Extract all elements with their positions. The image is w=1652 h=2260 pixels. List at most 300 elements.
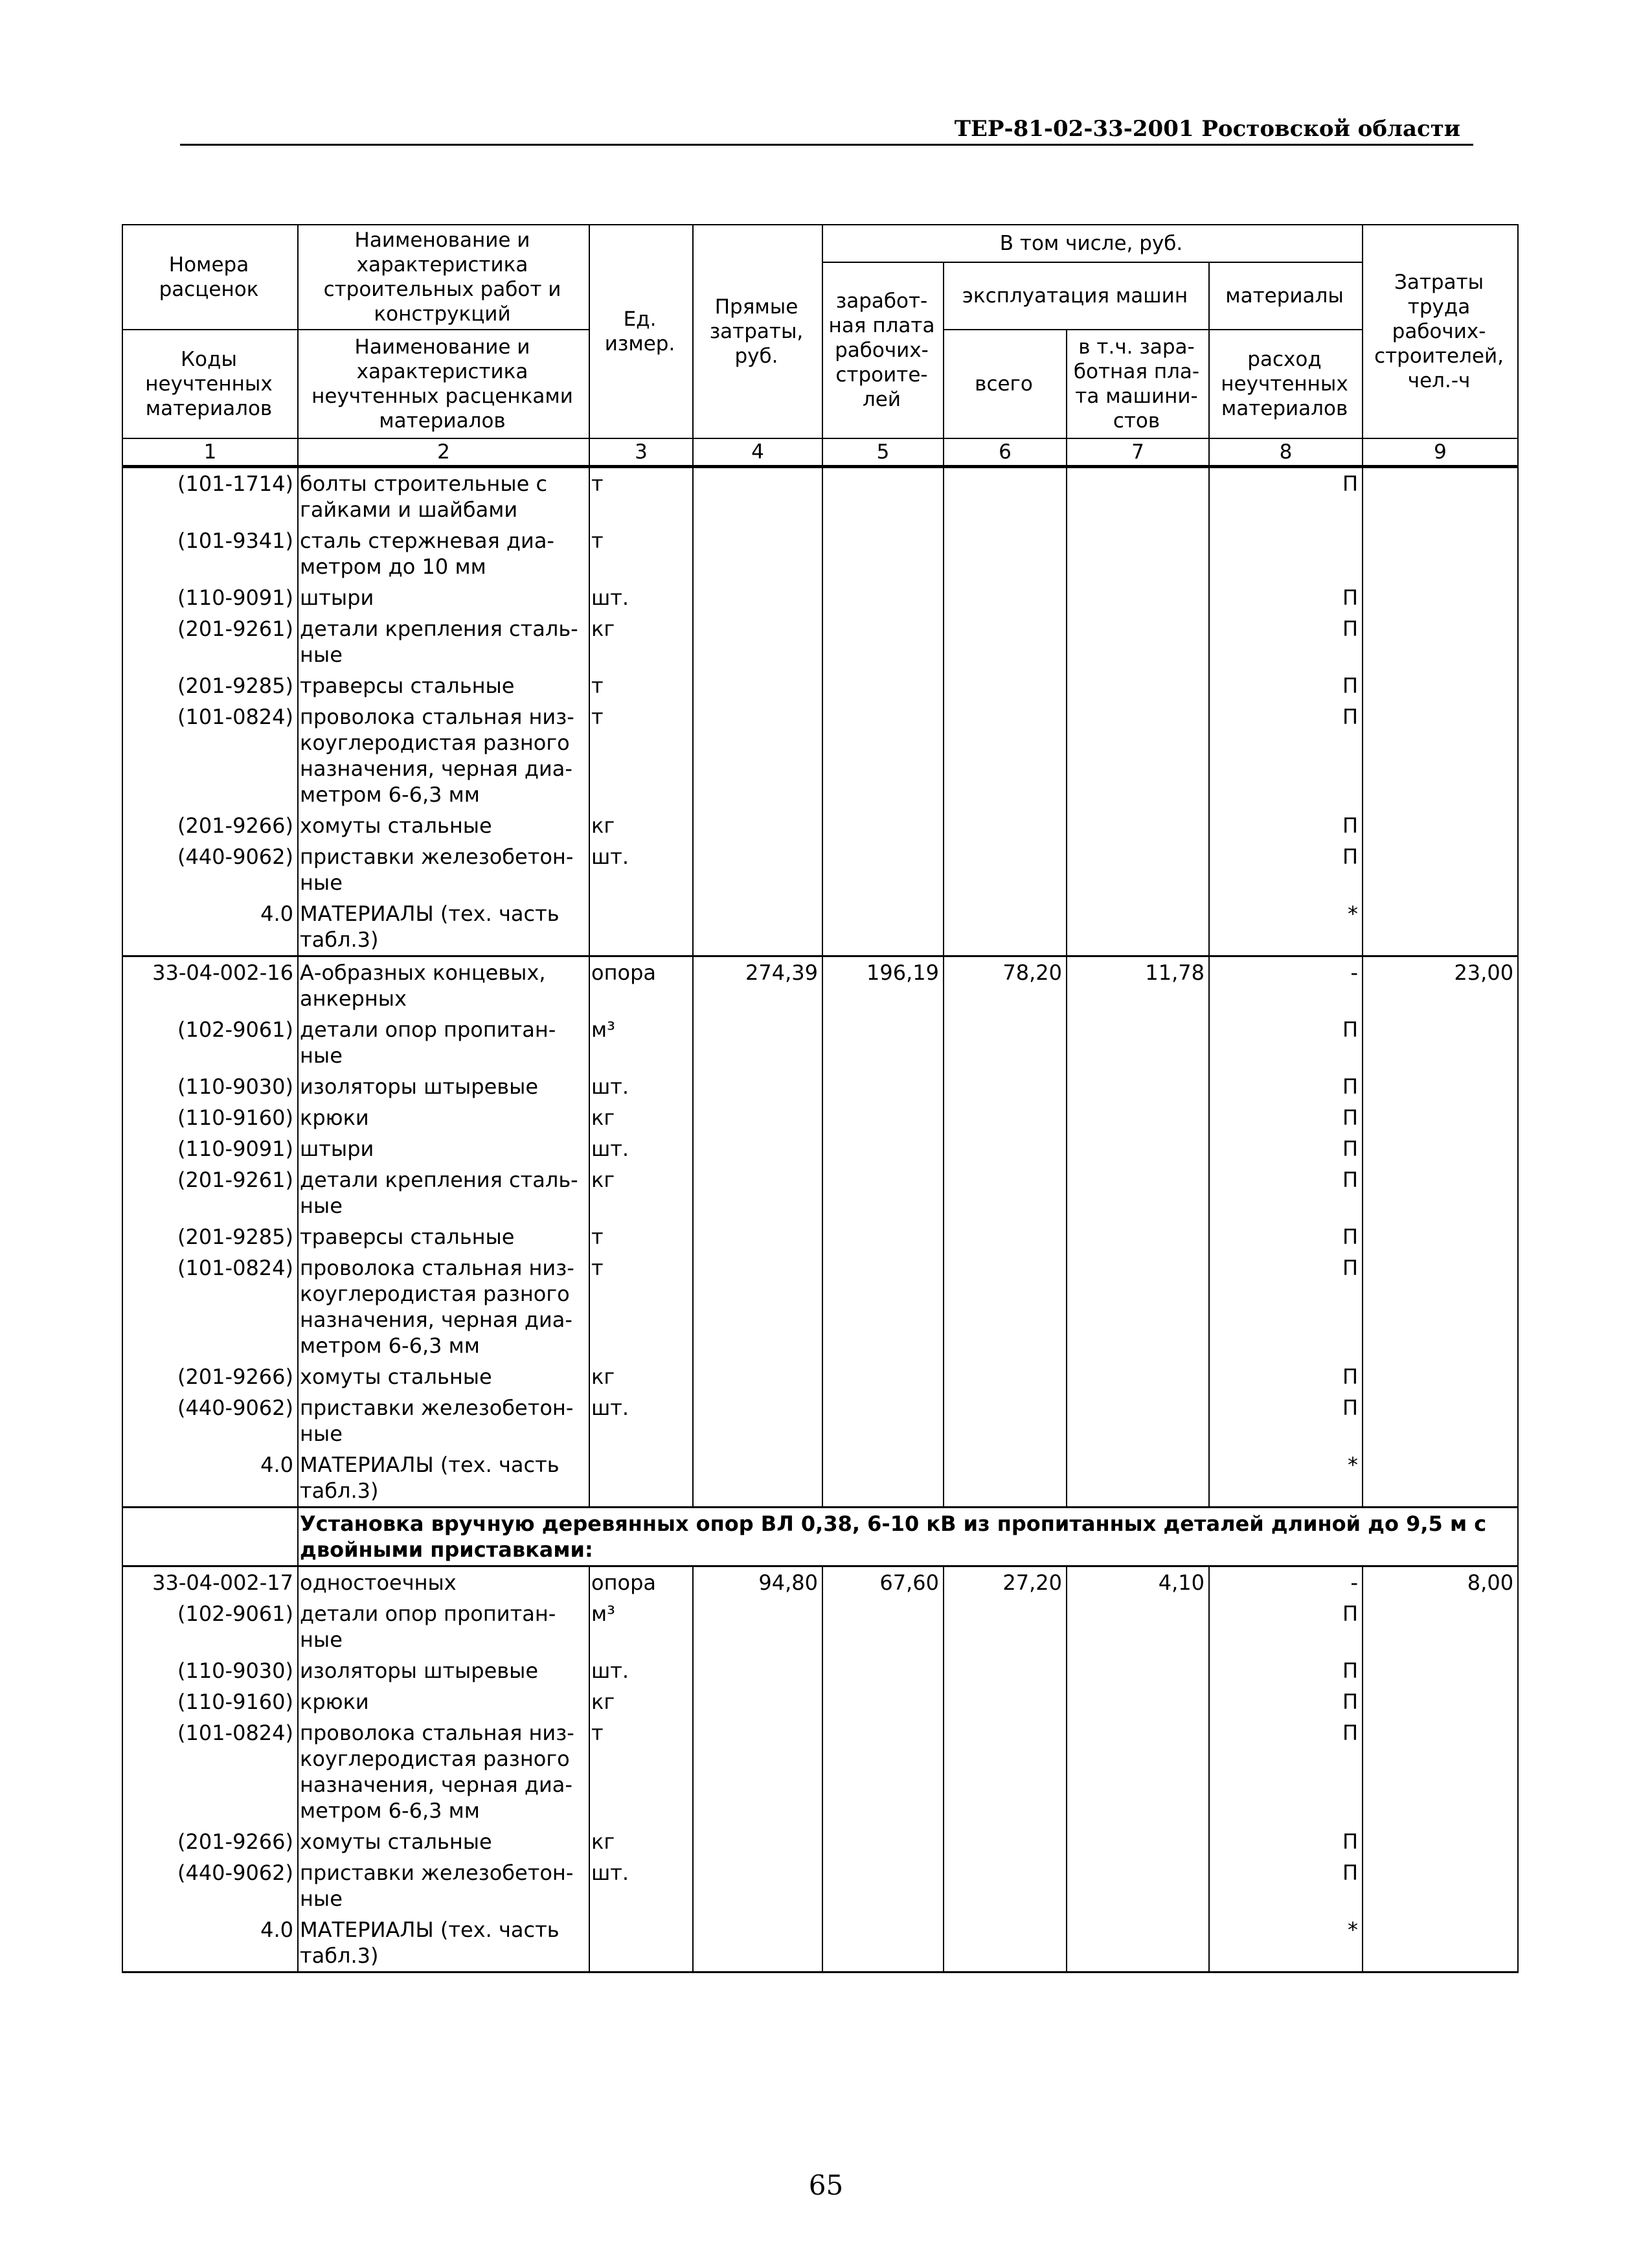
header-work-name: Наименование и характеристика строительных работ и конструкций <box>298 225 589 330</box>
labor-costs-cell <box>1363 467 1518 526</box>
labor-costs-cell <box>1363 1133 1518 1164</box>
rate-code-cell: (110-9030) <box>122 1655 298 1686</box>
unit-cell: шт. <box>589 1655 693 1686</box>
material-row <box>122 467 1518 526</box>
machines-total-cell <box>944 1717 1067 1826</box>
column-number: 5 <box>822 438 944 467</box>
machines-total-cell <box>944 1133 1067 1164</box>
machinist-wage-cell <box>1067 1717 1209 1826</box>
column-number: 1 <box>122 438 298 467</box>
direct-costs-cell <box>693 525 822 582</box>
page-number: 65 <box>808 2169 844 2201</box>
direct-costs-cell <box>693 1252 822 1361</box>
header-machines: эксплуатация машин <box>944 262 1209 330</box>
material-consumption-cell: П <box>1209 841 1363 898</box>
direct-costs-cell <box>693 1014 822 1071</box>
header-unit: Ед. измер. <box>589 225 693 438</box>
material-row <box>122 1102 1518 1133</box>
rate-code-cell: (110-9160) <box>122 1686 298 1717</box>
rate-code-cell: 4.0 <box>122 1449 298 1508</box>
name-cell: болты строительные с гайками и шайбами <box>298 467 589 526</box>
labor-costs-cell <box>1363 613 1518 670</box>
material-consumption-cell: * <box>1209 1914 1363 1972</box>
direct-costs-cell <box>693 1133 822 1164</box>
workers-wage-cell <box>822 613 944 670</box>
labor-costs-cell <box>1363 1014 1518 1071</box>
unit-cell: т <box>589 701 693 810</box>
direct-costs-cell <box>693 1102 822 1133</box>
labor-costs-cell <box>1363 1392 1518 1449</box>
labor-costs-cell <box>1363 1717 1518 1826</box>
material-row <box>122 1686 1518 1717</box>
rate-code-cell: (440-9062) <box>122 841 298 898</box>
name-cell: проволока стальная низ-коуглеродистая разного назначения, черная диа-метром 6-6,3 мм <box>298 701 589 810</box>
name-cell: хомуты стальные <box>298 810 589 841</box>
rate-code-cell: 33-04-002-16 <box>122 956 298 1015</box>
material-row <box>122 1826 1518 1857</box>
material-row <box>122 1071 1518 1102</box>
machines-total-cell <box>944 670 1067 701</box>
workers-wage-cell <box>822 1361 944 1392</box>
direct-costs-cell <box>693 1449 822 1508</box>
machines-total-cell: 27,20 <box>944 1566 1067 1599</box>
machines-total-cell <box>944 1102 1067 1133</box>
machinist-wage-cell <box>1067 1102 1209 1133</box>
header-materials: материалы <box>1209 262 1363 330</box>
machines-total-cell <box>944 1361 1067 1392</box>
unit-cell: кг <box>589 1102 693 1133</box>
name-cell: детали крепления сталь-ные <box>298 1164 589 1221</box>
rate-code-cell: (110-9091) <box>122 582 298 613</box>
workers-wage-cell: 67,60 <box>822 1566 944 1599</box>
workers-wage-cell <box>822 582 944 613</box>
labor-costs-cell <box>1363 898 1518 956</box>
workers-wage-cell <box>822 670 944 701</box>
name-cell: приставки железобетон-ные <box>298 1857 589 1914</box>
material-row <box>122 841 1518 898</box>
machinist-wage-cell <box>1067 467 1209 526</box>
direct-costs-cell <box>693 841 822 898</box>
material-consumption-cell: П <box>1209 1014 1363 1071</box>
rate-code-cell: (201-9266) <box>122 810 298 841</box>
machines-total-cell <box>944 582 1067 613</box>
material-row <box>122 1133 1518 1164</box>
machinist-wage-cell <box>1067 1914 1209 1972</box>
workers-wage-cell <box>822 1133 944 1164</box>
direct-costs-cell <box>693 1598 822 1655</box>
material-row <box>122 670 1518 701</box>
labor-costs-cell <box>1363 1598 1518 1655</box>
unit-cell: кг <box>589 1826 693 1857</box>
name-cell: проволока стальная низ-коуглеродистая разного назначения, черная диа-метром 6-6,3 мм <box>298 1717 589 1826</box>
material-consumption-cell: П <box>1209 582 1363 613</box>
direct-costs-cell: 94,80 <box>693 1566 822 1599</box>
column-number: 3 <box>589 438 693 467</box>
labor-costs-cell <box>1363 1449 1518 1508</box>
name-cell: приставки железобетон-ные <box>298 1392 589 1449</box>
unit-cell: опора <box>589 956 693 1015</box>
labor-costs-cell: 8,00 <box>1363 1566 1518 1599</box>
unit-cell <box>589 1449 693 1508</box>
material-consumption-cell: П <box>1209 613 1363 670</box>
material-consumption-cell: П <box>1209 1164 1363 1221</box>
direct-costs-cell <box>693 1392 822 1449</box>
machines-total-cell <box>944 1655 1067 1686</box>
section-heading-row <box>122 1508 1518 1566</box>
material-consumption-cell: П <box>1209 1252 1363 1361</box>
unit-cell: шт. <box>589 1071 693 1102</box>
rate-code-cell: (201-9261) <box>122 613 298 670</box>
workers-wage-cell: 196,19 <box>822 956 944 1015</box>
direct-costs-cell <box>693 582 822 613</box>
material-consumption-cell: П <box>1209 701 1363 810</box>
rate-code-cell: 4.0 <box>122 898 298 956</box>
machines-total-cell <box>944 1221 1067 1252</box>
workers-wage-cell <box>822 841 944 898</box>
unit-cell: кг <box>589 810 693 841</box>
direct-costs-cell <box>693 1071 822 1102</box>
name-cell: хомуты стальные <box>298 1361 589 1392</box>
machines-total-cell <box>944 1449 1067 1508</box>
workers-wage-cell <box>822 1686 944 1717</box>
workers-wage-cell <box>822 467 944 526</box>
rate-code-cell: (201-9285) <box>122 1221 298 1252</box>
material-consumption-cell: П <box>1209 1221 1363 1252</box>
labor-costs-cell <box>1363 1857 1518 1914</box>
material-row <box>122 1717 1518 1826</box>
machines-total-cell <box>944 525 1067 582</box>
machines-total-cell <box>944 1857 1067 1914</box>
document-header <box>180 114 1473 146</box>
machines-total-cell <box>944 613 1067 670</box>
name-cell: МАТЕРИАЛЫ (тех. часть табл.3) <box>298 1449 589 1508</box>
unit-cell: опора <box>589 1566 693 1599</box>
column-number: 6 <box>944 438 1067 467</box>
machinist-wage-cell <box>1067 1857 1209 1914</box>
machines-total-cell <box>944 701 1067 810</box>
machinist-wage-cell <box>1067 1449 1209 1508</box>
workers-wage-cell <box>822 1071 944 1102</box>
header-material-names: Наименование и характеристика неучтенных расценками материалов <box>298 330 589 438</box>
machines-total-cell <box>944 1164 1067 1221</box>
labor-costs-cell <box>1363 1221 1518 1252</box>
direct-costs-cell: 274,39 <box>693 956 822 1015</box>
header-labor-costs: Затраты труда рабочих-строителей, чел.-ч <box>1363 225 1518 438</box>
rate-code-cell: (101-9341) <box>122 525 298 582</box>
material-row <box>122 1914 1518 1972</box>
column-number: 9 <box>1363 438 1518 467</box>
direct-costs-cell <box>693 898 822 956</box>
machinist-wage-cell <box>1067 1686 1209 1717</box>
machines-total-cell <box>944 810 1067 841</box>
section-spacer-cell <box>122 1508 298 1566</box>
unit-cell: т <box>589 1717 693 1826</box>
material-row <box>122 810 1518 841</box>
machinist-wage-cell <box>1067 1164 1209 1221</box>
machines-total-cell <box>944 1914 1067 1972</box>
machines-total-cell <box>944 1014 1067 1071</box>
material-consumption-cell: П <box>1209 1133 1363 1164</box>
machinist-wage-cell: 11,78 <box>1067 956 1209 1015</box>
machinist-wage-cell: 4,10 <box>1067 1566 1209 1599</box>
workers-wage-cell <box>822 898 944 956</box>
machines-total-cell <box>944 1252 1067 1361</box>
labor-costs-cell <box>1363 1071 1518 1102</box>
direct-costs-cell <box>693 1686 822 1717</box>
labor-costs-cell <box>1363 810 1518 841</box>
column-number: 8 <box>1209 438 1363 467</box>
header-machinist-wage: в т.ч. зара-ботная пла-та машини-стов <box>1067 330 1209 438</box>
material-consumption-cell: - <box>1209 1566 1363 1599</box>
direct-costs-cell <box>693 1857 822 1914</box>
material-row <box>122 582 1518 613</box>
machines-total-cell <box>944 1598 1067 1655</box>
machinist-wage-cell <box>1067 525 1209 582</box>
unit-cell: кг <box>589 613 693 670</box>
material-consumption-cell: П <box>1209 1686 1363 1717</box>
column-number: 4 <box>693 438 822 467</box>
rate-code-cell: (110-9030) <box>122 1071 298 1102</box>
rate-row <box>122 956 1518 1015</box>
rate-code-cell: (101-0824) <box>122 1717 298 1826</box>
machines-total-cell: 78,20 <box>944 956 1067 1015</box>
name-cell: детали опор пропитан-ные <box>298 1598 589 1655</box>
machinist-wage-cell <box>1067 1221 1209 1252</box>
direct-costs-cell <box>693 1914 822 1972</box>
name-cell: крюки <box>298 1102 589 1133</box>
workers-wage-cell <box>822 1857 944 1914</box>
machinist-wage-cell <box>1067 1361 1209 1392</box>
material-consumption-cell: П <box>1209 810 1363 841</box>
name-cell: детали опор пропитан-ные <box>298 1014 589 1071</box>
name-cell: штыри <box>298 582 589 613</box>
material-consumption-cell: П <box>1209 1598 1363 1655</box>
machinist-wage-cell <box>1067 1392 1209 1449</box>
document-code: ТЕР-81-02-33-2001 Ростовской области <box>954 116 1460 142</box>
table-header <box>122 225 1518 467</box>
material-row <box>122 898 1518 956</box>
workers-wage-cell <box>822 1102 944 1133</box>
labor-costs-cell <box>1363 525 1518 582</box>
labor-costs-cell <box>1363 1914 1518 1972</box>
material-row <box>122 1655 1518 1686</box>
workers-wage-cell <box>822 1221 944 1252</box>
name-cell: одностоечных <box>298 1566 589 1599</box>
name-cell: МАТЕРИАЛЫ (тех. часть табл.3) <box>298 898 589 956</box>
name-cell: сталь стержневая диа-метром до 10 мм <box>298 525 589 582</box>
labor-costs-cell <box>1363 1164 1518 1221</box>
header-direct-costs: Прямые затраты, руб. <box>693 225 822 438</box>
material-consumption-cell: П <box>1209 467 1363 526</box>
material-consumption-cell: П <box>1209 1071 1363 1102</box>
rate-code-cell: (201-9285) <box>122 670 298 701</box>
unit-cell: шт. <box>589 1857 693 1914</box>
unit-cell: шт. <box>589 841 693 898</box>
rate-code-cell: (201-9266) <box>122 1361 298 1392</box>
unit-cell: шт. <box>589 1133 693 1164</box>
unit-cell: шт. <box>589 582 693 613</box>
rate-code-cell: (440-9062) <box>122 1392 298 1449</box>
material-consumption-cell: П <box>1209 1102 1363 1133</box>
column-number: 2 <box>298 438 589 467</box>
material-row <box>122 1449 1518 1508</box>
machinist-wage-cell <box>1067 1655 1209 1686</box>
direct-costs-cell <box>693 1361 822 1392</box>
rate-code-cell: 33-04-002-17 <box>122 1566 298 1599</box>
machines-total-cell <box>944 467 1067 526</box>
material-row <box>122 525 1518 582</box>
name-cell: хомуты стальные <box>298 1826 589 1857</box>
machinist-wage-cell <box>1067 841 1209 898</box>
header-workers-wage: заработ-ная плата рабочих-строите-лей <box>822 262 944 438</box>
workers-wage-cell <box>822 1449 944 1508</box>
unit-cell: кг <box>589 1164 693 1221</box>
machinist-wage-cell <box>1067 701 1209 810</box>
machinist-wage-cell <box>1067 1252 1209 1361</box>
machines-total-cell <box>944 841 1067 898</box>
material-consumption-cell: П <box>1209 670 1363 701</box>
workers-wage-cell <box>822 1392 944 1449</box>
machinist-wage-cell <box>1067 613 1209 670</box>
direct-costs-cell <box>693 670 822 701</box>
machinist-wage-cell <box>1067 1598 1209 1655</box>
name-cell: А-образных концевых, анкерных <box>298 956 589 1015</box>
labor-costs-cell <box>1363 1361 1518 1392</box>
rate-code-cell: (440-9062) <box>122 1857 298 1914</box>
material-consumption-cell: П <box>1209 1392 1363 1449</box>
name-cell: проволока стальная низ-коуглеродистая разного назначения, черная диа-метром 6-6,3 мм <box>298 1252 589 1361</box>
name-cell: траверсы стальные <box>298 1221 589 1252</box>
rate-code-cell: 4.0 <box>122 1914 298 1972</box>
unit-cell <box>589 1914 693 1972</box>
machinist-wage-cell <box>1067 1133 1209 1164</box>
material-row <box>122 1598 1518 1655</box>
material-row <box>122 1252 1518 1361</box>
rate-code-cell: (110-9160) <box>122 1102 298 1133</box>
material-consumption-cell: П <box>1209 1717 1363 1826</box>
unit-cell: м³ <box>589 1598 693 1655</box>
machinist-wage-cell <box>1067 1826 1209 1857</box>
name-cell: траверсы стальные <box>298 670 589 701</box>
labor-costs-cell <box>1363 841 1518 898</box>
labor-costs-cell <box>1363 1686 1518 1717</box>
workers-wage-cell <box>822 1252 944 1361</box>
material-consumption-cell: П <box>1209 1655 1363 1686</box>
direct-costs-cell <box>693 701 822 810</box>
workers-wage-cell <box>822 1914 944 1972</box>
labor-costs-cell <box>1363 1826 1518 1857</box>
material-consumption-cell: * <box>1209 1449 1363 1508</box>
direct-costs-cell <box>693 613 822 670</box>
rate-code-cell: (101-0824) <box>122 701 298 810</box>
unit-cell: т <box>589 1221 693 1252</box>
name-cell: детали крепления сталь-ные <box>298 613 589 670</box>
header-material-consumption: расход неучтенных материалов <box>1209 330 1363 438</box>
name-cell: приставки железобетон-ные <box>298 841 589 898</box>
machinist-wage-cell <box>1067 1014 1209 1071</box>
table-body <box>122 467 1518 1972</box>
material-consumption-cell: * <box>1209 898 1363 956</box>
rate-code-cell: (201-9261) <box>122 1164 298 1221</box>
workers-wage-cell <box>822 810 944 841</box>
unit-cell: т <box>589 1252 693 1361</box>
unit-cell: шт. <box>589 1392 693 1449</box>
machinist-wage-cell <box>1067 1071 1209 1102</box>
rate-code-cell: (102-9061) <box>122 1598 298 1655</box>
machinist-wage-cell <box>1067 670 1209 701</box>
labor-costs-cell <box>1363 670 1518 701</box>
direct-costs-cell <box>693 1164 822 1221</box>
material-row <box>122 701 1518 810</box>
rates-table <box>122 224 1519 1973</box>
material-row <box>122 1361 1518 1392</box>
direct-costs-cell <box>693 1717 822 1826</box>
material-row <box>122 1857 1518 1914</box>
material-row <box>122 1164 1518 1221</box>
workers-wage-cell <box>822 1655 944 1686</box>
material-row <box>122 1014 1518 1071</box>
material-row <box>122 1392 1518 1449</box>
workers-wage-cell <box>822 525 944 582</box>
material-consumption-cell <box>1209 525 1363 582</box>
labor-costs-cell <box>1363 1252 1518 1361</box>
rate-code-cell: (101-0824) <box>122 1252 298 1361</box>
unit-cell: т <box>589 670 693 701</box>
unit-cell: кг <box>589 1361 693 1392</box>
workers-wage-cell <box>822 1014 944 1071</box>
workers-wage-cell <box>822 1164 944 1221</box>
name-cell: крюки <box>298 1686 589 1717</box>
direct-costs-cell <box>693 467 822 526</box>
unit-cell: кг <box>589 1686 693 1717</box>
rate-code-cell: (102-9061) <box>122 1014 298 1071</box>
labor-costs-cell <box>1363 582 1518 613</box>
labor-costs-cell <box>1363 701 1518 810</box>
machines-total-cell <box>944 1826 1067 1857</box>
machinist-wage-cell <box>1067 810 1209 841</box>
name-cell: изоляторы штыревые <box>298 1071 589 1102</box>
machinist-wage-cell <box>1067 898 1209 956</box>
machines-total-cell <box>944 898 1067 956</box>
machines-total-cell <box>944 1686 1067 1717</box>
direct-costs-cell <box>693 1826 822 1857</box>
name-cell: изоляторы штыревые <box>298 1655 589 1686</box>
labor-costs-cell: 23,00 <box>1363 956 1518 1015</box>
labor-costs-cell <box>1363 1655 1518 1686</box>
machinist-wage-cell <box>1067 582 1209 613</box>
workers-wage-cell <box>822 1598 944 1655</box>
direct-costs-cell <box>693 1655 822 1686</box>
header-material-codes: Коды неучтенных материалов <box>122 330 298 438</box>
unit-cell <box>589 898 693 956</box>
material-row <box>122 613 1518 670</box>
column-numbers-row <box>122 438 1518 467</box>
direct-costs-cell <box>693 810 822 841</box>
labor-costs-cell <box>1363 1102 1518 1133</box>
name-cell: МАТЕРИАЛЫ (тех. часть табл.3) <box>298 1914 589 1972</box>
rate-code-cell: (201-9266) <box>122 1826 298 1857</box>
header-rate-numbers: Номера расценок <box>122 225 298 330</box>
material-consumption-cell: - <box>1209 956 1363 1015</box>
machines-total-cell <box>944 1392 1067 1449</box>
rate-code-cell: (101-1714) <box>122 467 298 526</box>
material-consumption-cell: П <box>1209 1826 1363 1857</box>
material-consumption-cell: П <box>1209 1361 1363 1392</box>
name-cell: штыри <box>298 1133 589 1164</box>
column-number: 7 <box>1067 438 1209 467</box>
unit-cell: т <box>589 525 693 582</box>
unit-cell: м³ <box>589 1014 693 1071</box>
